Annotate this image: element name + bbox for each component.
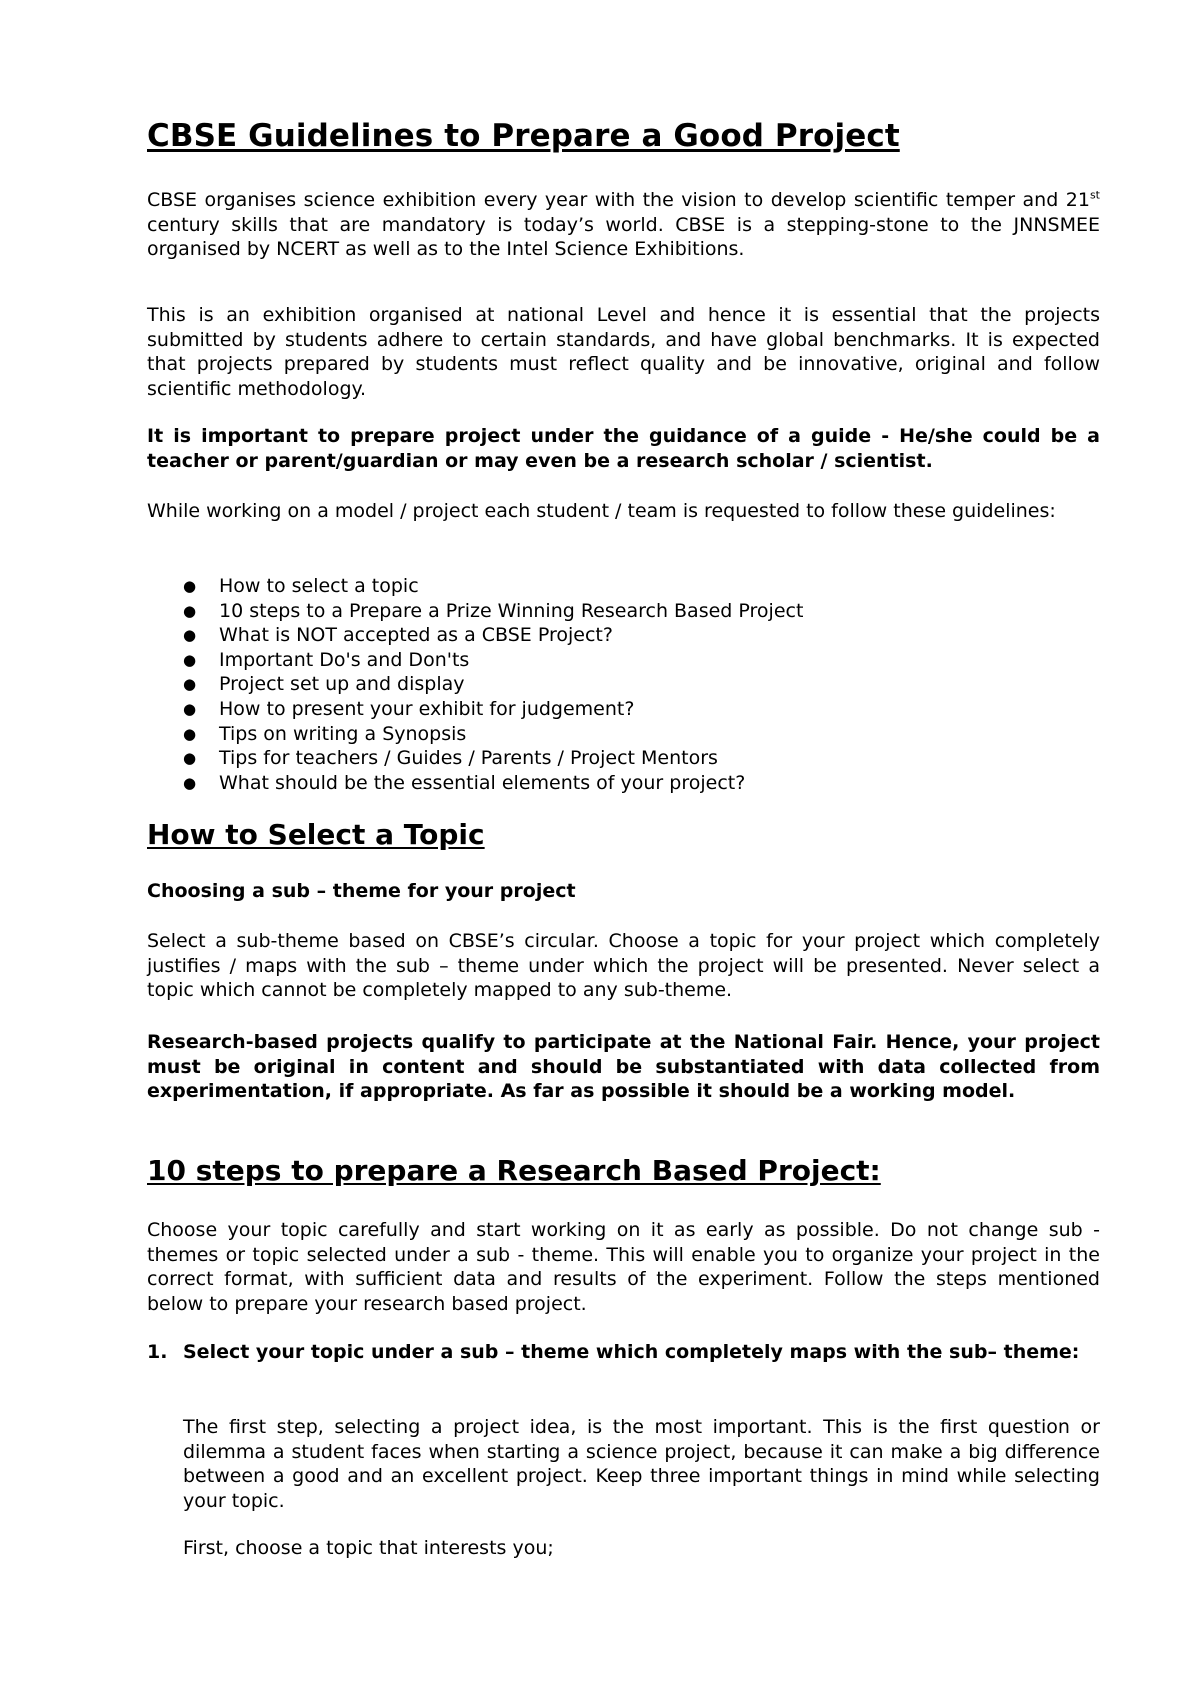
intro-paragraph-1 — [147, 188, 1100, 262]
step-1-heading — [147, 1340, 1100, 1365]
list-item: ● How to present your exhibit for judgement? — [183, 697, 635, 720]
step-1-paragraph-2: First, choose a topic that interests you; — [183, 1537, 554, 1559]
intro-p1-text-cont: century skills that are mandatory is today’s world. CBSE is a stepping-stone to the JNNSMEE organised by NCERT as well as to the Intel Science Exhibitions. — [147, 213, 1100, 260]
section-heading-10-steps: 10 steps to prepare a Research Based Project: — [147, 1154, 881, 1187]
steps-intro-paragraph: Choose your topic carefully and start working on it as early as possible. Do not change sub - themes or topic selected under a sub - theme. This will enable you to organize your project in the correct format, with sufficient data and results of the experiment. Follow the steps mentioned below to prepare your research based project. — [147, 1219, 1100, 1315]
list-item: ● Project set up and display — [183, 673, 465, 696]
bullet-icon: ● — [183, 601, 197, 620]
list-item: ● 10 steps to a Prepare a Prize Winning Research Based Project — [183, 599, 804, 622]
intro-p1-text: CBSE organises science exhibition every year with the vision to develop scientific temper and 21 — [147, 189, 1090, 211]
select-topic-paragraph-1: Select a sub-theme based on CBSE’s circular. Choose a topic for your project which completely justifies / maps with the sub – theme under which the project will be presented. Never select a topic which cannot be completely mapped to any sub-theme. — [147, 930, 1100, 1001]
step-1-number: 1. — [147, 1341, 168, 1363]
bullet-icon: ● — [183, 749, 197, 768]
list-item: ● What is NOT accepted as a CBSE Project? — [183, 624, 613, 647]
bullet-icon: ● — [183, 773, 197, 792]
document-title: CBSE Guidelines to Prepare a Good Project — [147, 118, 900, 154]
bullet-icon: ● — [183, 675, 197, 694]
bullet-icon: ● — [183, 650, 197, 669]
subheading-choosing-sub-theme: Choosing a sub – theme for your project — [147, 880, 576, 902]
list-item: ● Important Do's and Don'ts — [183, 648, 470, 671]
list-item: ● What should be the essential elements of your project? — [183, 771, 746, 794]
bullet-icon: ● — [183, 577, 197, 595]
bullet-icon: ● — [183, 626, 197, 645]
intro-paragraph-4: While working on a model / project each student / team is requested to follow these guidelines: — [147, 500, 1056, 522]
section-heading-select-topic: How to Select a Topic — [147, 818, 485, 851]
guidelines-list — [147, 574, 803, 795]
list-item: ● Tips for teachers / Guides / Parents / Project Mentors — [183, 747, 718, 770]
bullet-icon: ● — [183, 724, 197, 743]
select-topic-paragraph-2: Research-based projects qualify to participate at the National Fair. Hence, your project must be original in content and should be substantiated with data collected from experimentation, if appropriate. As far as possible it should be a working model. — [147, 1031, 1100, 1102]
list-item: ● How to select a topic — [183, 575, 419, 597]
guidance-paragraph: It is important to prepare project under the guidance of a guide - He/she could be a teacher or parent/guardian or may even be a research scholar / scientist. — [147, 425, 1100, 472]
step-1-title: Select your topic under a sub – theme which completely maps with the sub– theme: — [183, 1341, 1080, 1363]
intro-paragraph-2: This is an exhibition organised at national Level and hence it is essential that the projects submitted by students adhere to certain standards, and have global benchmarks. It is expected that projects prepared by students must reflect quality and be innovative, original and follow scientific methodology. — [147, 304, 1100, 400]
intro-p1-superscript: st — [1089, 188, 1100, 202]
step-1-paragraph-1: The first step, selecting a project idea, is the most important. This is the first question or dilemma a student faces when starting a science project, because it can make a big difference between a good and an excellent project. Keep three important things in mind while selecting your topic. — [183, 1416, 1100, 1512]
list-item: ● Tips on writing a Synopsis — [183, 722, 467, 745]
bullet-icon: ● — [183, 699, 197, 718]
